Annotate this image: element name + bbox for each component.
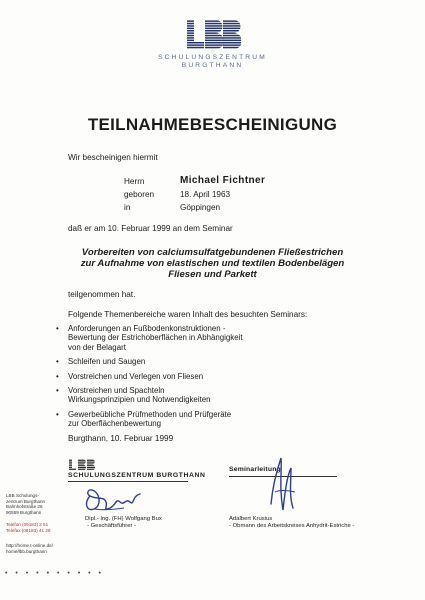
margin-address bbox=[6, 493, 45, 515]
topic-line: zur Oberflächenbewertung bbox=[68, 419, 161, 429]
web-line[interactable]: http://home.t-online.de/ bbox=[6, 543, 53, 548]
logo-line2: BURGTHANN bbox=[181, 62, 244, 69]
topic-line: Wirkungsprinzipien und Notwendigkeiten bbox=[68, 395, 211, 405]
footer-dots: • • • • • • • • • • bbox=[5, 570, 105, 577]
seminar-title-line: Vorbereiten von calciumsulfatgebundenen Fließestrichen bbox=[81, 247, 344, 258]
logo-line1: SCHULUNGSZENTRUM bbox=[158, 54, 267, 61]
address-line: zentrum Burgthann bbox=[6, 498, 46, 504]
phone-line: Telefon (09183) 2 51 bbox=[6, 522, 49, 527]
topic-line: • Schleifen und Saugen bbox=[68, 357, 146, 367]
signer-right-name: Adalbert Krusius bbox=[229, 516, 273, 522]
seminar-title bbox=[40, 247, 385, 280]
fax-line: Telefax (09183) 41 29 bbox=[6, 527, 51, 533]
seminar-title-line: Fliesen und Parkett bbox=[168, 269, 257, 280]
participated-text: teilgenommen hat. bbox=[68, 290, 136, 299]
web-line[interactable]: home/lbb.burgthann bbox=[6, 548, 47, 554]
document-title: TEILNAHMEBESCHEINIGUNG bbox=[87, 115, 338, 134]
date-line: daß er am 10. Februar 1999 an dem Seminar bbox=[68, 224, 233, 233]
salutation-label: Herrn bbox=[124, 177, 145, 186]
birth-date: 18. April 1963 bbox=[180, 190, 231, 199]
topics-intro: Folgende Themenbereiche waren Inhalt des besuchten Seminars: bbox=[68, 310, 308, 319]
birth-place: Göppingen bbox=[180, 203, 221, 212]
topic-line: • Vorstreichen und Verlegen von Fliesen bbox=[68, 371, 204, 381]
footer-seminar-heading: Seminarleitung bbox=[229, 466, 281, 473]
address-line: Bahnhofstraße 26 bbox=[6, 504, 43, 510]
topic-line: von der Belagart bbox=[68, 342, 126, 352]
born-label: geboren bbox=[124, 190, 155, 199]
topics-list bbox=[56, 324, 346, 434]
signer-left-name: Dipl.- Ing. (FH) Wolfgang Bux bbox=[85, 516, 162, 522]
list-item bbox=[56, 372, 346, 381]
lbb-small-logo bbox=[68, 458, 96, 471]
signer-left bbox=[85, 516, 162, 530]
topic-line: • Gewerbeübliche Prüfmethoden und Prüfgeräte bbox=[68, 409, 232, 419]
topic-line: Bewertung der Estrichoberflächen in Abhängigkeit bbox=[68, 333, 243, 343]
list-item bbox=[56, 357, 346, 366]
lbb-logo bbox=[185, 18, 241, 52]
seminar-title-line: zur Aufnahme von elastischen und textilen Bodenbelägen bbox=[80, 258, 345, 269]
list-item bbox=[56, 324, 346, 352]
address-line: LBB Schulungs- bbox=[6, 493, 39, 498]
topic-line: • Vorstreichen und Spachteln bbox=[68, 386, 165, 396]
address-line: 90559 Burgthann bbox=[6, 509, 42, 515]
signer-right bbox=[229, 516, 354, 530]
signer-left-role: - Geschäftsführer - bbox=[87, 523, 137, 529]
list-item bbox=[56, 386, 346, 405]
place-date: Burgthann, 10. Februar 1999 bbox=[68, 434, 174, 443]
margin-phone bbox=[6, 522, 50, 533]
signer-right-role: - Obmann des Arbeitskreises Anhydrit-Estriche - bbox=[229, 523, 355, 529]
participant-name: Michael Fichtner bbox=[180, 175, 266, 186]
margin-web bbox=[6, 543, 53, 554]
signature-krusius bbox=[265, 452, 307, 518]
list-item bbox=[56, 410, 346, 429]
footer-org-heading: SCHULUNGSZENTRUM BURGTHANN bbox=[68, 472, 206, 479]
signature-bux bbox=[80, 478, 146, 516]
place-label: in bbox=[124, 203, 131, 212]
topic-line: • Anforderungen an Fußbodenkonstruktionen - bbox=[68, 324, 226, 333]
intro-text: Wir bescheinigen hiermit bbox=[68, 153, 158, 162]
